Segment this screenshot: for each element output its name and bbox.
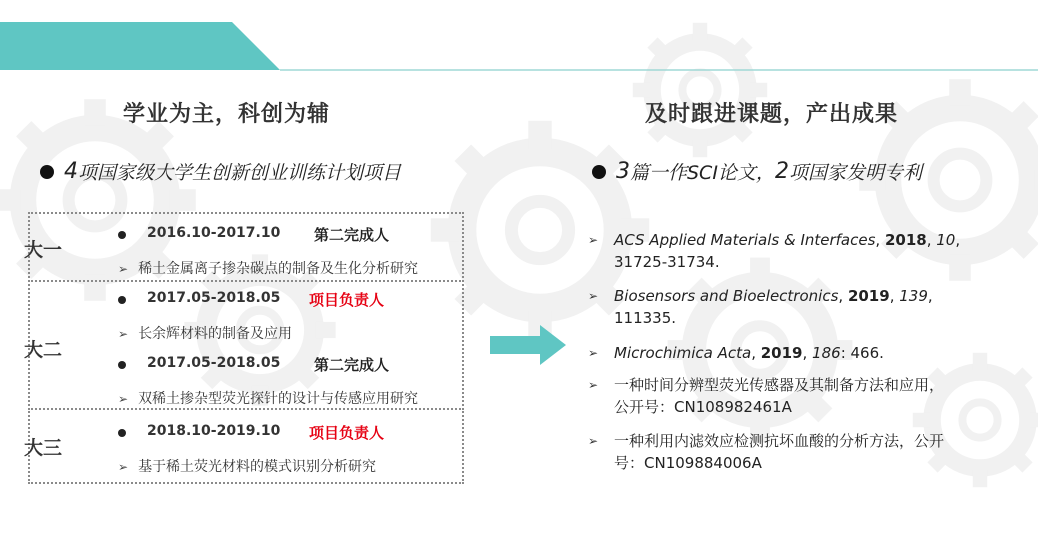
patent-count: 2 [774,159,789,184]
chevron-right-icon: ➢ [588,289,599,303]
publication-item [588,342,1018,364]
year-label: 大二 [24,339,63,361]
project-description-text: 双稀土掺杂型荧光探针的设计与传感应用研究 [138,391,419,407]
left-heading: 学业为主，科创为辅 [123,102,331,127]
project-role: 第二完成人 [314,356,390,374]
pub-pages: : 466. [840,344,884,362]
pub-volume: 186 [812,344,841,362]
pub-volume: 139 [899,287,928,305]
bullet-dot-icon [40,165,54,179]
project-date: 2016.10-2017.10 [147,225,281,241]
pub-volume: 10 [936,231,956,249]
project-description [118,258,418,278]
bullet-dot-icon [118,231,126,239]
pub-pages: , 111335. [614,287,933,327]
project-label: 项国家级大学生创新创业训练计划项目 [78,162,402,184]
journal-name: Biosensors and Bioelectronics [614,287,839,305]
patent-item [588,430,1018,474]
publication-item [588,229,1018,273]
year-label: 大三 [24,437,63,459]
project-role: 第二完成人 [314,226,390,244]
separator: , [926,231,937,249]
paper-label: 篇一作SCI论文， [630,162,775,184]
pub-pages: , 31725-31734. [614,231,961,271]
project-description [118,388,418,408]
separator: , [889,287,900,305]
bullet-dot-icon [592,165,606,179]
separator: , [751,344,761,362]
pub-year: 2019 [760,344,803,362]
right-subheading [592,158,922,185]
project-description [118,456,376,476]
left-subheading [40,158,401,185]
chevron-right-icon: ➢ [118,262,129,276]
project-date: 2018.10-2019.10 [147,423,281,439]
patent-number: 号：CN109884006A [614,454,762,472]
bullet-dot-icon [118,296,126,304]
project-count: 4 [64,159,78,184]
pub-year: 2018 [884,231,927,249]
chevron-right-icon: ➢ [588,434,599,448]
project-role: 项目负责人 [309,424,385,442]
patent-item [588,374,1018,418]
chevron-right-icon: ➢ [118,392,129,406]
project-description-text: 长余辉材料的制备及应用 [138,326,293,342]
chevron-right-icon: ➢ [588,346,599,360]
journal-name: ACS Applied Materials & Interfaces [614,231,876,249]
chevron-right-icon: ➢ [588,378,599,392]
right-arrow-icon [490,325,570,365]
chevron-right-icon: ➢ [118,460,129,474]
project-description-text: 稀土金属离子掺杂碳点的制备及生化分析研究 [138,261,419,277]
chevron-right-icon: ➢ [588,233,599,247]
journal-name: Microchimica Acta [614,344,752,362]
publication-item [588,285,1018,329]
chevron-right-icon: ➢ [118,327,129,341]
bullet-dot-icon [118,361,126,369]
patent-label: 项国家发明专利 [788,162,922,184]
patent-number: 公开号：CN108982461A [614,398,792,416]
patent-title: 一种时间分辨型荧光传感器及其制备方法和应用， [614,376,945,394]
separator: , [838,287,848,305]
separator: , [802,344,813,362]
project-date: 2017.05-2018.05 [147,355,281,371]
project-date: 2017.05-2018.05 [147,290,281,306]
patent-title: 一种利用内滤效应检测抗坏血酸的分析方法，公开 [614,432,945,450]
project-role: 项目负责人 [309,291,385,309]
header-banner [0,0,1038,80]
separator: , [875,231,885,249]
project-description [118,323,292,343]
right-heading: 及时跟进课题，产出成果 [645,102,899,127]
pub-year: 2019 [847,287,890,305]
project-description-text: 基于稀土荧光材料的模式识别分析研究 [138,459,377,475]
paper-count: 3 [616,159,630,184]
bullet-dot-icon [118,429,126,437]
year-label: 大一 [24,239,63,261]
